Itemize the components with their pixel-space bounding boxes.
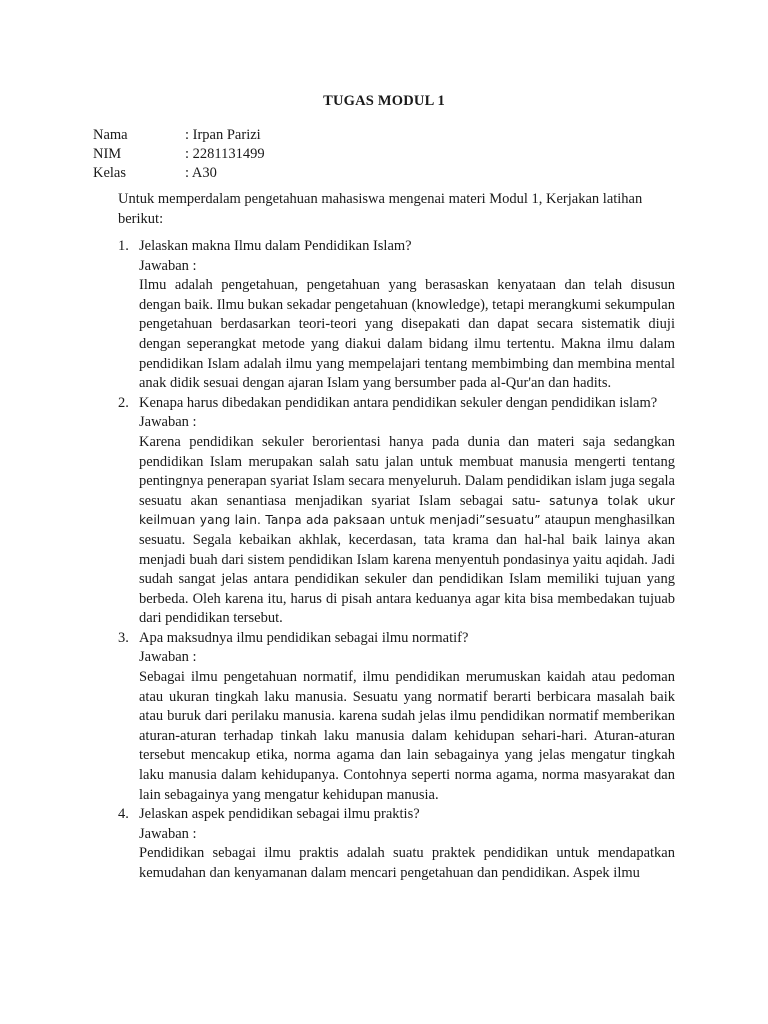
answer-text bbox=[139, 433, 675, 629]
question-number: 4. bbox=[118, 806, 129, 823]
answer-segment-handwriting-font: satunya tolak ukur keilmuan yang lain. Tanpa ada paksaan untuk menjadi”sesuatu” bbox=[139, 493, 675, 528]
question-list bbox=[93, 237, 675, 884]
answer-text bbox=[139, 276, 675, 394]
answer-text bbox=[139, 668, 675, 805]
answer-segment: Pendidikan sebagai ilmu praktis adalah suatu praktek pendidikan untuk mendapatkan kemudahan dan kenyamanan dalam mencari pengetahuan dan pendidikan. Aspek ilmu bbox=[139, 845, 675, 881]
answer-segment: Sebagai ilmu pengetahuan normatif, ilmu pendidikan merumuskan kaidah atau pedoman atau ukuran tingkah laku manusia. Sesuatu yang normatif berarti berbicara masalah baik atau buruk dari perilaku manusia. karena sudah jelas ilmu pendidikan normatif memberikan aturan-aturan terhadap tinkah laku manusia dalam kehidupan sehari-hari. Aturan-aturan tersebut mencakup etika, norma agama dan lain sebagainya yang jelas mengatur tingkah laku manusia dalam kehidupanya. Contohnya seperti norma agama, norma masyarakat dan lain sebagainya yang mengatur kehidupan manusia. bbox=[139, 669, 675, 803]
intro-paragraph: Untuk memperdalam pengetahuan mahasiswa mengenai materi Modul 1, Kerjakan latihan berikut: bbox=[118, 191, 643, 227]
question-text: Kenapa harus dibedakan pendidikan antara pendidikan sekuler dengan pendidikan islam? bbox=[139, 394, 658, 411]
identity-value: : 2281131499 bbox=[185, 146, 265, 162]
question-text: Apa maksudnya ilmu pendidikan sebagai ilmu normatif? bbox=[139, 629, 469, 646]
identity-label: NIM bbox=[93, 146, 122, 162]
answer-label: Jawaban : bbox=[139, 257, 197, 274]
identity-value: : Irpan Parizi bbox=[185, 127, 261, 143]
question-number: 3. bbox=[118, 629, 129, 646]
question-number: 2. bbox=[118, 394, 129, 411]
question-item bbox=[93, 237, 675, 394]
question-item bbox=[93, 394, 675, 629]
answer-text bbox=[139, 844, 675, 883]
answer-label: Jawaban : bbox=[139, 825, 197, 842]
identity-label: Kelas bbox=[93, 165, 127, 181]
question-text: Jelaskan aspek pendidikan sebagai ilmu praktis? bbox=[139, 806, 420, 823]
answer-label: Jawaban : bbox=[139, 649, 197, 666]
answer-segment: Karena pendidikan sekuler berorientasi hanya pada dunia dan materi saja sedangkan pendidikan Islam merupakan salah satu jalan untuk membuat manusia mengerti tentang pentingnya penerapan syariat Islam secara menyeluruh. Dalam pendidikan islam juga segala sesuatu akan senantiasa menjadikan syariat Islam sebagai satu- bbox=[139, 433, 675, 509]
answer-segment: ataupun menghasilkan sesuatu. Segala kebaikan akhlak, kecerdasan, tata krama dan hal-hal baik lainya akan menjadi buah dari sistem pendidikan Islam karena menyentuh pondasinya yaitu aqidah. Jadi sudah sangat jelas antara pendidikan sekuler dan pendidikan Islam memiliki tujuan yang berbeda. Oleh karena itu, harus di pisah antara keduanya agar kita bisa membedakan tujuab dari pendidikan tersebut. bbox=[139, 512, 676, 627]
document-title: TUGAS MODUL 1 bbox=[323, 93, 445, 109]
identity-value: : A30 bbox=[185, 165, 217, 181]
identity-row-kelas bbox=[93, 164, 675, 183]
question-number: 1. bbox=[118, 238, 129, 254]
answer-label: Jawaban : bbox=[139, 414, 197, 431]
question-item bbox=[93, 629, 675, 805]
identity-label: Nama bbox=[93, 127, 128, 143]
answer-segment: Ilmu adalah pengetahuan, pengetahuan yang berasaskan kenyataan dan telah disusun dengan baik. Ilmu bukan sekadar pengetahuan (knowledge), tetapi merangkumi sekumpulan pengetahuan berdasarkan teori-teori yang disepakati dan dapat secara sistematik diuji dengan seperangkat metode yang diakui dalam bidang ilmu tertentu. Makna ilmu dalam pendidikan Islam adalah ilmu yang mempelajari tentang membimbing dan membina mental anak didik sesuai dengan ajaran Islam yang bersumber pada al-Qur'an dan hadits. bbox=[139, 277, 675, 392]
identity-row-nim bbox=[93, 145, 675, 164]
identity-block bbox=[93, 126, 675, 183]
question-item bbox=[93, 805, 675, 883]
identity-row-nama bbox=[93, 126, 675, 145]
question-text: Jelaskan makna Ilmu dalam Pendidikan Islam? bbox=[139, 238, 412, 254]
